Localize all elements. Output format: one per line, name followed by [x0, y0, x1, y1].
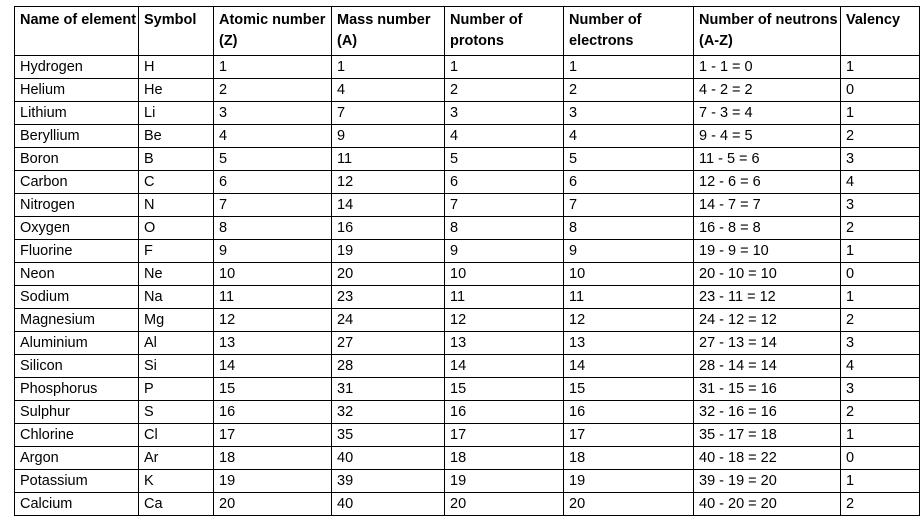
cell-mass-number: 1 — [332, 56, 445, 79]
header-symbol: Symbol — [139, 7, 214, 56]
cell-protons: 8 — [445, 217, 564, 240]
cell-valency: 2 — [841, 125, 920, 148]
cell-electrons: 10 — [564, 263, 694, 286]
cell-symbol: Si — [139, 355, 214, 378]
cell-protons: 10 — [445, 263, 564, 286]
cell-element-name: Argon — [15, 447, 139, 470]
cell-electrons: 9 — [564, 240, 694, 263]
cell-mass-number: 40 — [332, 447, 445, 470]
cell-element-name: Helium — [15, 79, 139, 102]
cell-symbol: Ar — [139, 447, 214, 470]
cell-electrons: 20 — [564, 493, 694, 516]
cell-protons: 14 — [445, 355, 564, 378]
cell-symbol: Mg — [139, 309, 214, 332]
table-row — [15, 125, 920, 148]
table-row — [15, 171, 920, 194]
cell-protons: 9 — [445, 240, 564, 263]
cell-valency: 3 — [841, 332, 920, 355]
cell-element-name: Silicon — [15, 355, 139, 378]
cell-valency: 1 — [841, 56, 920, 79]
cell-protons: 1 — [445, 56, 564, 79]
cell-symbol: Na — [139, 286, 214, 309]
cell-mass-number: 7 — [332, 102, 445, 125]
cell-protons: 18 — [445, 447, 564, 470]
table-row — [15, 263, 920, 286]
header-number-of-electrons: Number of electrons — [564, 7, 694, 56]
cell-symbol: He — [139, 79, 214, 102]
cell-electrons: 4 — [564, 125, 694, 148]
cell-neutrons: 16 - 8 = 8 — [694, 217, 841, 240]
cell-mass-number: 39 — [332, 470, 445, 493]
cell-element-name: Magnesium — [15, 309, 139, 332]
cell-atomic-number: 7 — [214, 194, 332, 217]
cell-atomic-number: 8 — [214, 217, 332, 240]
cell-mass-number: 20 — [332, 263, 445, 286]
cell-protons: 6 — [445, 171, 564, 194]
cell-electrons: 12 — [564, 309, 694, 332]
cell-valency: 2 — [841, 493, 920, 516]
cell-atomic-number: 5 — [214, 148, 332, 171]
cell-neutrons: 27 - 13 = 14 — [694, 332, 841, 355]
cell-electrons: 1 — [564, 56, 694, 79]
cell-atomic-number: 18 — [214, 447, 332, 470]
cell-mass-number: 31 — [332, 378, 445, 401]
table-row — [15, 79, 920, 102]
table-body — [15, 56, 920, 516]
cell-neutrons: 35 - 17 = 18 — [694, 424, 841, 447]
header-valency: Valency — [841, 7, 920, 56]
cell-valency: 4 — [841, 171, 920, 194]
cell-protons: 16 — [445, 401, 564, 424]
cell-electrons: 7 — [564, 194, 694, 217]
cell-electrons: 19 — [564, 470, 694, 493]
cell-atomic-number: 11 — [214, 286, 332, 309]
cell-element-name: Boron — [15, 148, 139, 171]
cell-symbol: N — [139, 194, 214, 217]
cell-protons: 15 — [445, 378, 564, 401]
table-row — [15, 286, 920, 309]
table-row — [15, 401, 920, 424]
table-row — [15, 447, 920, 470]
cell-valency: 2 — [841, 217, 920, 240]
cell-symbol: Ne — [139, 263, 214, 286]
cell-mass-number: 19 — [332, 240, 445, 263]
cell-symbol: O — [139, 217, 214, 240]
cell-mass-number: 40 — [332, 493, 445, 516]
cell-symbol: P — [139, 378, 214, 401]
table-row — [15, 355, 920, 378]
cell-element-name: Oxygen — [15, 217, 139, 240]
cell-atomic-number: 13 — [214, 332, 332, 355]
cell-neutrons: 11 - 5 = 6 — [694, 148, 841, 171]
header-name-of-element: Name of element — [15, 7, 139, 56]
cell-neutrons: 24 - 12 = 12 — [694, 309, 841, 332]
cell-mass-number: 27 — [332, 332, 445, 355]
cell-symbol: Ca — [139, 493, 214, 516]
cell-protons: 11 — [445, 286, 564, 309]
table-row — [15, 240, 920, 263]
cell-electrons: 18 — [564, 447, 694, 470]
cell-electrons: 8 — [564, 217, 694, 240]
cell-atomic-number: 9 — [214, 240, 332, 263]
cell-mass-number: 35 — [332, 424, 445, 447]
cell-mass-number: 28 — [332, 355, 445, 378]
cell-neutrons: 20 - 10 = 10 — [694, 263, 841, 286]
header-number-of-neutrons: Number of neutrons (A-Z) — [694, 7, 841, 56]
cell-protons: 4 — [445, 125, 564, 148]
cell-atomic-number: 16 — [214, 401, 332, 424]
table-row — [15, 493, 920, 516]
cell-protons: 5 — [445, 148, 564, 171]
cell-neutrons: 14 - 7 = 7 — [694, 194, 841, 217]
cell-element-name: Hydrogen — [15, 56, 139, 79]
cell-mass-number: 12 — [332, 171, 445, 194]
cell-atomic-number: 12 — [214, 309, 332, 332]
cell-protons: 2 — [445, 79, 564, 102]
cell-valency: 3 — [841, 194, 920, 217]
cell-atomic-number: 15 — [214, 378, 332, 401]
cell-atomic-number: 1 — [214, 56, 332, 79]
cell-neutrons: 12 - 6 = 6 — [694, 171, 841, 194]
cell-symbol: C — [139, 171, 214, 194]
cell-valency: 0 — [841, 263, 920, 286]
table-row — [15, 378, 920, 401]
cell-element-name: Lithium — [15, 102, 139, 125]
cell-mass-number: 32 — [332, 401, 445, 424]
cell-element-name: Beryllium — [15, 125, 139, 148]
cell-valency: 1 — [841, 286, 920, 309]
cell-element-name: Sulphur — [15, 401, 139, 424]
cell-protons: 13 — [445, 332, 564, 355]
cell-valency: 1 — [841, 240, 920, 263]
cell-mass-number: 11 — [332, 148, 445, 171]
cell-symbol: H — [139, 56, 214, 79]
cell-electrons: 14 — [564, 355, 694, 378]
cell-electrons: 6 — [564, 171, 694, 194]
cell-neutrons: 40 - 20 = 20 — [694, 493, 841, 516]
cell-element-name: Aluminium — [15, 332, 139, 355]
cell-protons: 7 — [445, 194, 564, 217]
table-row — [15, 102, 920, 125]
table-row — [15, 217, 920, 240]
cell-mass-number: 24 — [332, 309, 445, 332]
cell-valency: 2 — [841, 401, 920, 424]
cell-neutrons: 39 - 19 = 20 — [694, 470, 841, 493]
cell-neutrons: 9 - 4 = 5 — [694, 125, 841, 148]
cell-atomic-number: 4 — [214, 125, 332, 148]
cell-neutrons: 4 - 2 = 2 — [694, 79, 841, 102]
cell-symbol: K — [139, 470, 214, 493]
cell-valency: 3 — [841, 148, 920, 171]
header-number-of-protons: Number of protons — [445, 7, 564, 56]
cell-protons: 20 — [445, 493, 564, 516]
table-row — [15, 332, 920, 355]
cell-neutrons: 31 - 15 = 16 — [694, 378, 841, 401]
cell-symbol: Be — [139, 125, 214, 148]
cell-atomic-number: 17 — [214, 424, 332, 447]
cell-protons: 12 — [445, 309, 564, 332]
table-header — [15, 7, 920, 56]
cell-electrons: 11 — [564, 286, 694, 309]
cell-mass-number: 16 — [332, 217, 445, 240]
cell-neutrons: 23 - 11 = 12 — [694, 286, 841, 309]
cell-element-name: Sodium — [15, 286, 139, 309]
cell-element-name: Neon — [15, 263, 139, 286]
elements-table — [14, 6, 920, 516]
cell-symbol: Cl — [139, 424, 214, 447]
cell-neutrons: 40 - 18 = 22 — [694, 447, 841, 470]
cell-electrons: 17 — [564, 424, 694, 447]
cell-electrons: 15 — [564, 378, 694, 401]
cell-protons: 19 — [445, 470, 564, 493]
cell-valency: 2 — [841, 309, 920, 332]
table-row — [15, 309, 920, 332]
cell-atomic-number: 14 — [214, 355, 332, 378]
header-atomic-number: Atomic number (Z) — [214, 7, 332, 56]
cell-neutrons: 32 - 16 = 16 — [694, 401, 841, 424]
cell-element-name: Fluorine — [15, 240, 139, 263]
cell-electrons: 2 — [564, 79, 694, 102]
cell-symbol: Li — [139, 102, 214, 125]
cell-element-name: Calcium — [15, 493, 139, 516]
cell-mass-number: 14 — [332, 194, 445, 217]
table-row — [15, 194, 920, 217]
cell-element-name: Carbon — [15, 171, 139, 194]
cell-electrons: 13 — [564, 332, 694, 355]
header-mass-number: Mass number (A) — [332, 7, 445, 56]
cell-element-name: Nitrogen — [15, 194, 139, 217]
cell-neutrons: 28 - 14 = 14 — [694, 355, 841, 378]
cell-valency: 1 — [841, 424, 920, 447]
cell-mass-number: 9 — [332, 125, 445, 148]
table-row — [15, 148, 920, 171]
cell-electrons: 5 — [564, 148, 694, 171]
cell-valency: 3 — [841, 378, 920, 401]
cell-valency: 1 — [841, 470, 920, 493]
cell-symbol: F — [139, 240, 214, 263]
table-row — [15, 424, 920, 447]
cell-atomic-number: 6 — [214, 171, 332, 194]
cell-symbol: S — [139, 401, 214, 424]
cell-valency: 0 — [841, 79, 920, 102]
cell-valency: 1 — [841, 102, 920, 125]
cell-element-name: Chlorine — [15, 424, 139, 447]
cell-neutrons: 1 - 1 = 0 — [694, 56, 841, 79]
cell-mass-number: 4 — [332, 79, 445, 102]
header-row — [15, 7, 920, 56]
cell-atomic-number: 2 — [214, 79, 332, 102]
cell-neutrons: 19 - 9 = 10 — [694, 240, 841, 263]
cell-electrons: 3 — [564, 102, 694, 125]
cell-element-name: Phosphorus — [15, 378, 139, 401]
cell-mass-number: 23 — [332, 286, 445, 309]
cell-atomic-number: 20 — [214, 493, 332, 516]
table-row — [15, 470, 920, 493]
cell-neutrons: 7 - 3 = 4 — [694, 102, 841, 125]
cell-protons: 17 — [445, 424, 564, 447]
cell-symbol: Al — [139, 332, 214, 355]
cell-element-name: Potassium — [15, 470, 139, 493]
cell-valency: 0 — [841, 447, 920, 470]
table-row — [15, 56, 920, 79]
cell-valency: 4 — [841, 355, 920, 378]
cell-atomic-number: 19 — [214, 470, 332, 493]
cell-protons: 3 — [445, 102, 564, 125]
cell-electrons: 16 — [564, 401, 694, 424]
cell-atomic-number: 3 — [214, 102, 332, 125]
cell-symbol: B — [139, 148, 214, 171]
cell-atomic-number: 10 — [214, 263, 332, 286]
